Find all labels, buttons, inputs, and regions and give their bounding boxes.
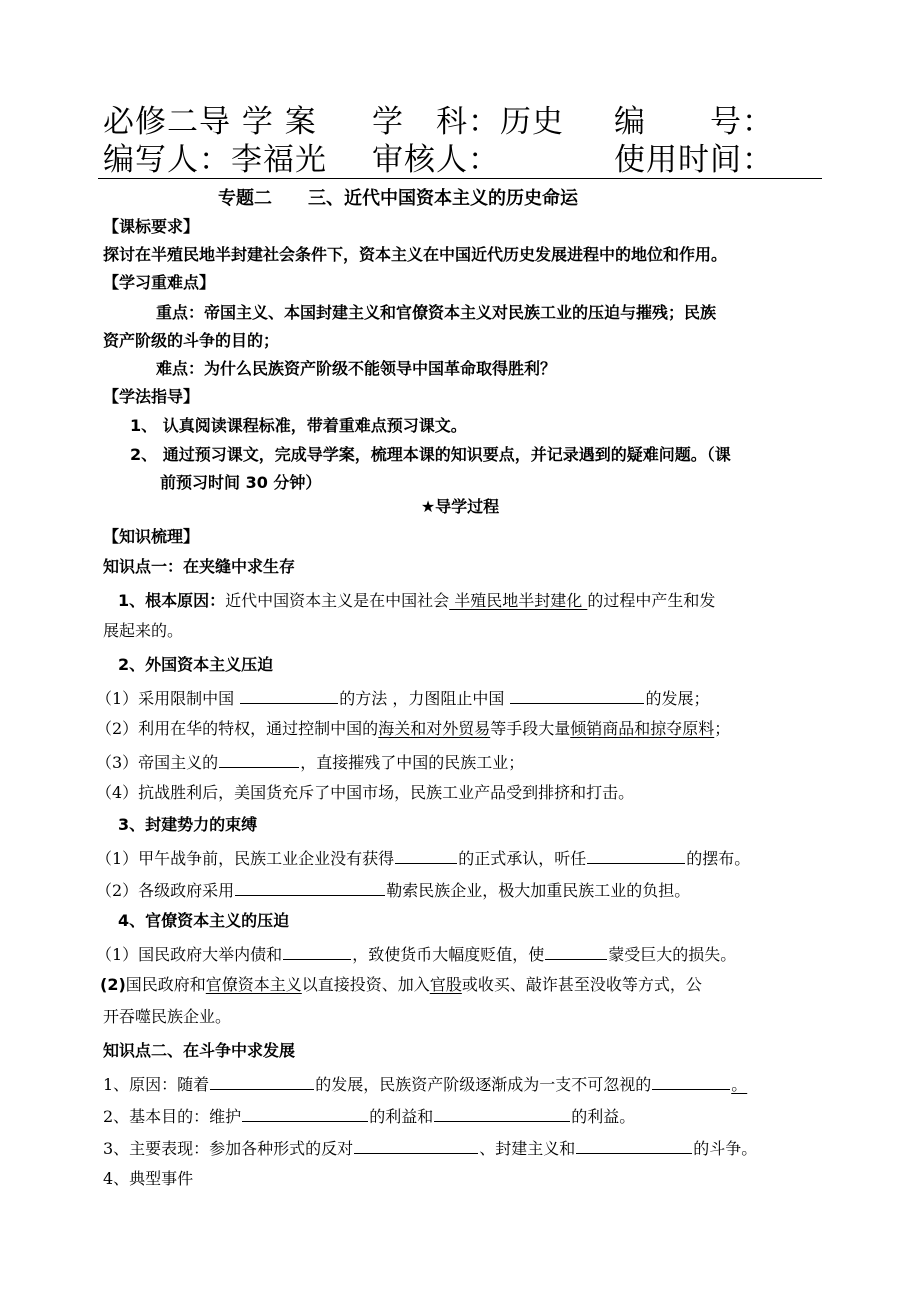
bureaucratic-item-2-underline-2: 官股 — [429, 975, 462, 994]
feudal-item-1 — [96, 846, 750, 870]
method-heading: 【学法指导】 — [103, 387, 200, 406]
blank-field[interactable] — [510, 686, 644, 704]
header-course: 必修二导 学 案 — [103, 104, 317, 140]
foreign-item-2-underline-2: 倾销商品和掠夺原料 — [570, 719, 715, 738]
header-author-value: 李福光 — [231, 142, 327, 178]
blank-field[interactable] — [652, 1072, 730, 1090]
key-point-line1: 重点：帝国主义、本国封建主义和官僚资本主义对民族工业的压迫与摧残；民族 — [156, 303, 717, 322]
key-point-line2: 资产阶级的斗争的目的； — [103, 331, 280, 350]
foreign-item-1-c: 的发展； — [645, 689, 710, 708]
root-cause-fill: 半殖民地半封建化 — [449, 591, 588, 610]
point2-item-2-b: 的利益和 — [369, 1107, 434, 1126]
blank-field[interactable] — [434, 1104, 570, 1122]
header-number-label: 编 号： — [614, 104, 774, 140]
header-subject-label: 学 科： — [372, 104, 500, 140]
blank-field[interactable] — [240, 686, 338, 704]
blank-field[interactable] — [235, 878, 385, 896]
bureaucratic-item-2-number: (2) — [100, 975, 126, 994]
foreign-item-2 — [96, 718, 730, 740]
header-subject — [372, 102, 564, 142]
point1-title: 知识点一：在夹缝中求生存 — [103, 557, 296, 576]
foreign-item-3-a: （3）帝国主义的 — [96, 753, 219, 772]
bureaucratic-title: 4、官僚资本主义的压迫 — [118, 911, 290, 930]
bureaucratic-item-2-c: 或收买、敲诈甚至没收等方式，公 — [461, 975, 702, 994]
foreign-item-2-a: （2）利用在华的特权，通过控制中国的 — [96, 719, 379, 738]
foreign-item-2-c: ； — [714, 719, 731, 738]
foreign-item-1-a: （1）采用限制中国 — [96, 689, 240, 708]
foreign-item-3-b: ，直接摧残了中国的民族工业； — [300, 753, 525, 772]
point2-item-4: 4、典型事件 — [103, 1169, 194, 1188]
bureaucratic-item-2-line1 — [100, 974, 702, 996]
bureaucratic-item-2-line2: 开吞噬民族企业。 — [103, 1007, 232, 1026]
feudal-item-2-b: 勒索民族企业，极大加重民族工业的负担。 — [386, 881, 691, 900]
point2-item-2 — [103, 1104, 635, 1128]
point2-item-2-a: 2、基本目的：维护 — [103, 1107, 242, 1126]
bureaucratic-item-2-a: 国民政府和 — [125, 975, 206, 994]
foreign-item-4: （4）抗战胜利后，美国货充斥了中国市场，民族工业产品受到排挤和打击。 — [96, 783, 635, 802]
bureaucratic-item-2-underline-1: 官僚资本主义 — [205, 975, 302, 994]
difficulty-point: 难点：为什么民族资产阶级不能领导中国革命取得胜利？ — [156, 359, 557, 378]
root-cause-line1 — [118, 590, 715, 612]
curriculum-text: 探讨在半殖民地半封建社会条件下，资本主义在中国近代历史发展进程中的地位和作用。 — [103, 245, 728, 264]
point2-item-1-b: 的发展，民族资产阶级逐渐成为一支不可忽视的 — [315, 1075, 652, 1094]
header-author — [103, 140, 327, 180]
page-title: 专题二 三、近代中国资本主义的历史命运 — [218, 188, 578, 209]
bureaucratic-item-1-b: ，致使货币大幅度贬值，使 — [352, 945, 545, 964]
foreign-item-3 — [96, 750, 524, 774]
feudal-item-1-b: 的正式承认，听任 — [458, 849, 587, 868]
curriculum-heading: 【课标要求】 — [103, 217, 200, 236]
method-item-2-line1: 2、 通过预习课文，完成导学案，梳理本课的知识要点，并记录遇到的疑难问题。（课 — [130, 445, 731, 464]
point2-item-3 — [103, 1136, 757, 1160]
feudal-item-1-a: （1）甲午战争前，民族工业企业没有获得 — [96, 849, 395, 868]
blank-field[interactable] — [545, 942, 607, 960]
bureaucratic-item-1-a: （1）国民政府大举内债和 — [96, 945, 283, 964]
feudal-item-1-c: 的摆布。 — [686, 849, 751, 868]
foreign-pressure-title: 2、外国资本主义压迫 — [118, 655, 274, 674]
point2-item-1-c: 。 — [731, 1075, 748, 1094]
point2-item-1 — [103, 1072, 757, 1096]
feudal-title: 3、封建势力的束缚 — [118, 815, 258, 834]
blank-field[interactable] — [283, 942, 351, 960]
blank-field[interactable] — [242, 1104, 368, 1122]
foreign-item-2-underline-1: 海关和对外贸易 — [378, 719, 491, 738]
header-subject-value: 历史 — [500, 104, 564, 140]
feudal-item-2 — [96, 878, 690, 902]
process-title: ★导学过程 — [420, 497, 500, 516]
point2-item-3-b: 、封建主义和 — [479, 1139, 576, 1158]
point2-title: 知识点二、在斗争中求发展 — [103, 1041, 296, 1060]
key-points-heading: 【学习重难点】 — [103, 273, 216, 292]
bureaucratic-item-2-b: 以直接投资、加入 — [301, 975, 430, 994]
point2-item-3-c: 的斗争。 — [693, 1139, 758, 1158]
point2-item-2-c: 的利益。 — [571, 1107, 636, 1126]
root-cause-line2: 展起来的。 — [103, 621, 184, 640]
method-item-1: 1、 认真阅读课程标准，带着重难点预习课文。 — [130, 416, 467, 435]
point2-item-1-a: 1、原因：随着 — [103, 1075, 210, 1094]
bureaucratic-item-1 — [96, 942, 736, 966]
blank-field[interactable] — [576, 1136, 692, 1154]
header-divider — [98, 178, 822, 179]
blank-field[interactable] — [395, 846, 457, 864]
foreign-item-1 — [96, 686, 709, 710]
header-usage-time-label: 使用时间： — [614, 142, 774, 178]
blank-field[interactable] — [219, 750, 299, 768]
feudal-item-2-a: （2）各级政府采用 — [96, 881, 235, 900]
header-reviewer-label: 审核人： — [372, 142, 500, 178]
blank-field[interactable] — [587, 846, 685, 864]
foreign-item-2-b: 等手段大量 — [490, 719, 571, 738]
header-author-label: 编写人： — [103, 142, 231, 178]
root-cause-text-end: 的过程中产生和发 — [587, 591, 716, 610]
blank-field[interactable] — [354, 1136, 478, 1154]
point2-item-3-a: 3、主要表现：参加各种形式的反对 — [103, 1139, 354, 1158]
root-cause-text: 近代中国资本主义是在中国社会 — [225, 591, 450, 610]
knowledge-heading: 【知识梳理】 — [103, 527, 200, 546]
bureaucratic-item-1-c: 蒙受巨大的损失。 — [608, 945, 737, 964]
method-item-2-line2: 前预习时间 30 分钟） — [160, 473, 322, 492]
foreign-item-1-b: 的方法 ，力图阻止中国 — [339, 689, 510, 708]
root-cause-label: 1、根本原因： — [118, 591, 226, 610]
blank-field[interactable] — [210, 1072, 314, 1090]
